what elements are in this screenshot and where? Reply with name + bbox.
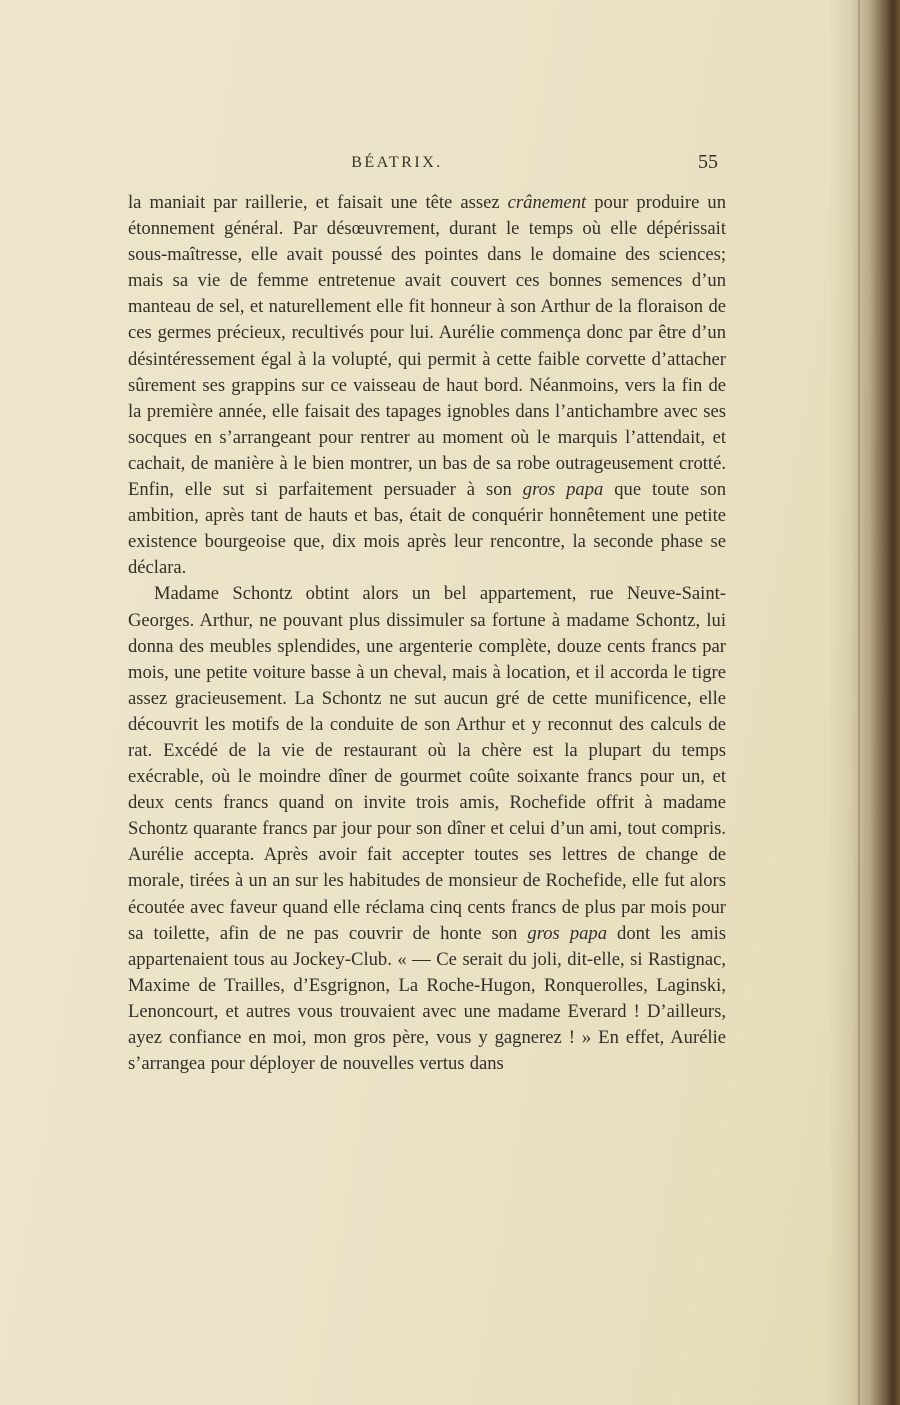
body-text: dont les amis appartenaient tous au Jockey-Club. « — Ce serait du joli, dit-elle, si Rastignac, Maxime de Trailles, d’Esgrignon, La Roche-Hugon, Ronquerolles, Laginski, Lenoncourt, et autres vous trouvaient avec une madame Everard ! D’ailleurs, ayez confiance en moi, mon gros père, vous y gagnerez ! » En effet, Aurélie s’arrangea pour déployer de nouvelles vertus dans xyxy=(128,922,726,1075)
italic-text: crânement xyxy=(507,192,587,213)
italic-text: gros papa xyxy=(527,922,608,944)
page-number: 55 xyxy=(698,151,718,173)
paragraph xyxy=(128,190,726,581)
body-text: que toute son ambition, après tant de hauts et bas, était de conquérir honnêtement une petite existence bourgeoise que, dix mois après leur rencontre, la seconde phase se déclara. xyxy=(128,479,726,579)
running-title: BÉATRIX. xyxy=(351,154,443,171)
body-text: Madame Schontz obtint alors un bel appartement, rue Neuve-Saint-Georges. Arthur, ne pouvant plus dissimuler sa fortune à madame Schontz, lui donna des meubles splendides, une argenterie complète, douze cents francs par mois, une petite voiture basse à un cheval, mais à location, et il accorda le tigre assez gracieusement. La Schontz ne sut aucun gré de cette munificence, elle découvrit les motifs de la conduite de son Arthur et y reconnut des calculs de rat. Excédé de la vie de restaurant où la chère est la plupart du temps exécrable, où le moindre dîner de gourmet coûte soixante francs pour un, et deux cents francs quand on invite trois amis, Rochefide offrit à madame Schontz quarante francs par jour pour son dîner et celui d’un ami, tout compris. Aurélie accepta. Après avoir fait accepter toutes ses lettres de change de morale, tirées à un an sur les habitudes de monsieur de Rochefide, elle fut alors écoutée avec faveur quand elle réclama cinq cents francs de plus par mois pour sa toilette, afin de ne pas couvrir de honte son xyxy=(128,583,726,944)
body-text: la maniait par raillerie, et faisait une tête assez xyxy=(128,192,508,213)
body-text: pour produire un étonnement général. Par désœuvrement, durant le temps où elle dépérissait sous-maîtresse, elle avait poussé des pointes dans le domaine des sciences; mais sa vie de femme entretenue avait couvert ces bonnes semences d’un manteau de sel, et naturellement elle fit honneur à son Arthur de la floraison de ces germes précieux, recultivés pour lui. Aurélie commença donc par être d’un désintéressement égal à la volupté, qui permit à cette faible corvette d’attacher sûrement ses grappins sur ce vaisseau de haut bord. Néanmoins, vers la fin de la première année, elle faisait des tapages ignobles dans l’antichambre avec ses socques en s’arrangeant pour rentrer au moment où le marquis l’attendait, et cachait, de manière à le bien montrer, un bas de sa robe outrageusement crotté. Enfin, elle sut si parfaitement persuader à son xyxy=(128,192,726,501)
page-body xyxy=(128,190,726,1077)
page-header xyxy=(128,151,726,180)
page-edge-shadow xyxy=(828,0,900,1405)
paragraph xyxy=(128,581,726,1077)
page-edge-crease xyxy=(858,0,860,1405)
italic-text: gros papa xyxy=(522,479,604,501)
